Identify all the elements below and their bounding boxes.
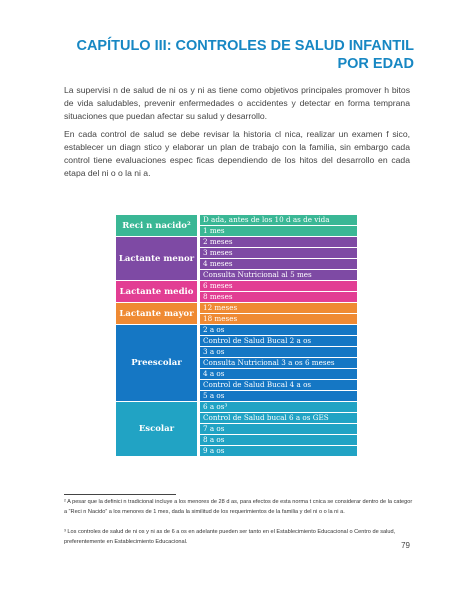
chapter-title-line2: POR EDAD [337, 56, 414, 72]
control-row: Consulta Nutricional 3 a os 6 meses [200, 358, 357, 368]
age-group [116, 281, 357, 302]
age-group-label: Preescolar [116, 325, 197, 401]
control-row: 7 a os [200, 424, 357, 434]
control-row: 9 a os [200, 446, 357, 456]
page-number: 79 [401, 541, 410, 550]
control-row: 4 a os [200, 369, 357, 379]
control-row: 3 a os [200, 347, 357, 357]
controls-table [116, 215, 357, 457]
control-row: Control de Salud Bucal 4 a os [200, 380, 357, 390]
chapter-title: CAPÍTULO III: CONTROLES DE SALUD INFANTIL [76, 38, 414, 54]
age-group-label: Escolar [116, 402, 197, 456]
age-group-label: Lactante medio [116, 281, 197, 302]
control-row: 1 mes [200, 226, 357, 236]
control-row: 12 meses [200, 303, 357, 313]
control-row: 3 meses [200, 248, 357, 258]
control-row: 8 meses [200, 292, 357, 302]
age-group-label: Reci n nacido² [116, 215, 197, 236]
control-row: 8 a os [200, 435, 357, 445]
control-row: Control de Salud Bucal 2 a os [200, 336, 357, 346]
control-row: 4 meses [200, 259, 357, 269]
age-group [116, 237, 357, 280]
age-group [116, 325, 357, 401]
control-row: Consulta Nutricional al 5 mes [200, 270, 357, 280]
footnote-divider [64, 494, 176, 495]
age-group [116, 215, 357, 236]
control-row: 2 meses [200, 237, 357, 247]
control-row: 18 meses [200, 314, 357, 324]
control-row: 6 a os³ [200, 402, 357, 412]
age-group [116, 402, 357, 456]
age-group [116, 303, 357, 324]
control-row: 2 a os [200, 325, 357, 335]
control-row: Control de Salud bucal 6 a os GES [200, 413, 357, 423]
control-row: 6 meses [200, 281, 357, 291]
age-group-label: Lactante menor [116, 237, 197, 280]
control-row: D ada, antes de los 10 d as de vida [200, 215, 357, 225]
intro-paragraph: La supervisi n de salud de ni os y ni as tiene como objetivos principales promover h bitos de vida saludables, prevenir enfermedades o accidentes y detectar en forma temprana situaciones que puedan afectar su salud y desarrollo. [64, 85, 410, 121]
footnote-school: ³ Los controles de salud de ni os y ni as de 6 a os en adelante pueden ser tanto en el Establecimiento Educacional o Centro de salud, preferentemente en Establecimiento Educacional. [64, 529, 396, 545]
footnote-newborn: ² A pesar que la definici n tradicional incluye a los menores de 28 d as, para efectos de esta norma t cnica se considerar dentro de la categor a “Reci n Nacido” a los menores de 1 mes, dada la similitud de los requerimientos de la familia y del ni o o la ni a. [64, 499, 413, 515]
control-row: 5 a os [200, 391, 357, 401]
control-paragraph: En cada control de salud se debe revisar la historia cl nica, realizar un examen f sico, establecer un diagn stico y elaborar un plan de trabajo con la familia, sin embargo cada control tiene evaluaciones espec ficas dependiendo de los hitos del desarrollo en cada etapa del ni o o la ni a. [64, 129, 410, 178]
age-group-label: Lactante mayor [116, 303, 197, 324]
